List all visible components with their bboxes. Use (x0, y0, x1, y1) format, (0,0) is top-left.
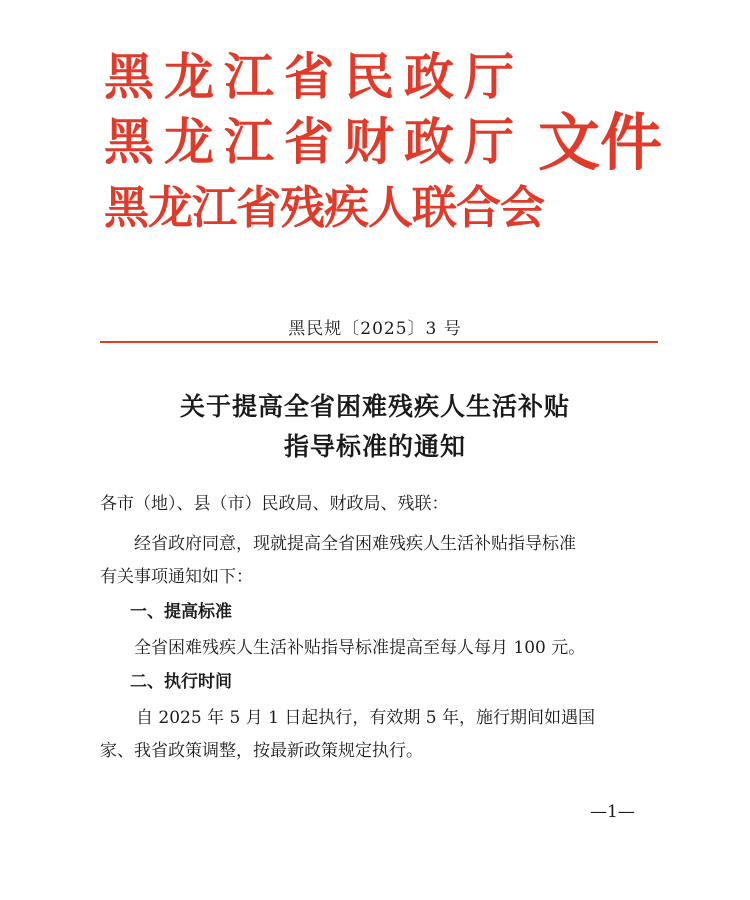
page-number: —1— (590, 802, 635, 822)
issuer-finance: 黑龙江省财政厅 (104, 113, 524, 171)
document-title-line-2: 指导标准的通知 (283, 432, 466, 461)
document-title-line-1: 关于提高全省困难残疾人生活补贴 (179, 392, 570, 421)
issuer-disabled-persons-federation: 黑龙江省残疾人联合会 (104, 181, 545, 234)
issuer-civil-affairs: 黑龙江省民政厅 (104, 48, 524, 106)
section-1-heading: 一、提高标准 (130, 602, 232, 622)
section-2-text-line-2: 家、我省政策调整，按最新政策规定执行。 (100, 741, 423, 761)
section-1-text: 全省困难残疾人生活补贴指导标准提高至每人每月 100 元。 (134, 638, 586, 658)
salutation: 各市（地）、县（市）民政局、财政局、残联： (100, 494, 449, 514)
section-2-heading: 二、执行时间 (130, 672, 232, 692)
section-2-text-line-1: 自 2025 年 5 月 1 日起执行，有效期 5 年，施行期间如遇国 (136, 708, 595, 728)
document-number: 黑民规〔2025〕3 号 (288, 319, 462, 339)
intro-paragraph-line-2: 有关事项通知如下： (100, 567, 253, 587)
intro-paragraph-line-1: 经省政府同意，现就提高全省困难残疾人生活补贴指导标准 (134, 534, 576, 554)
red-divider (100, 341, 658, 343)
document-type-label: 文件 (538, 106, 663, 179)
